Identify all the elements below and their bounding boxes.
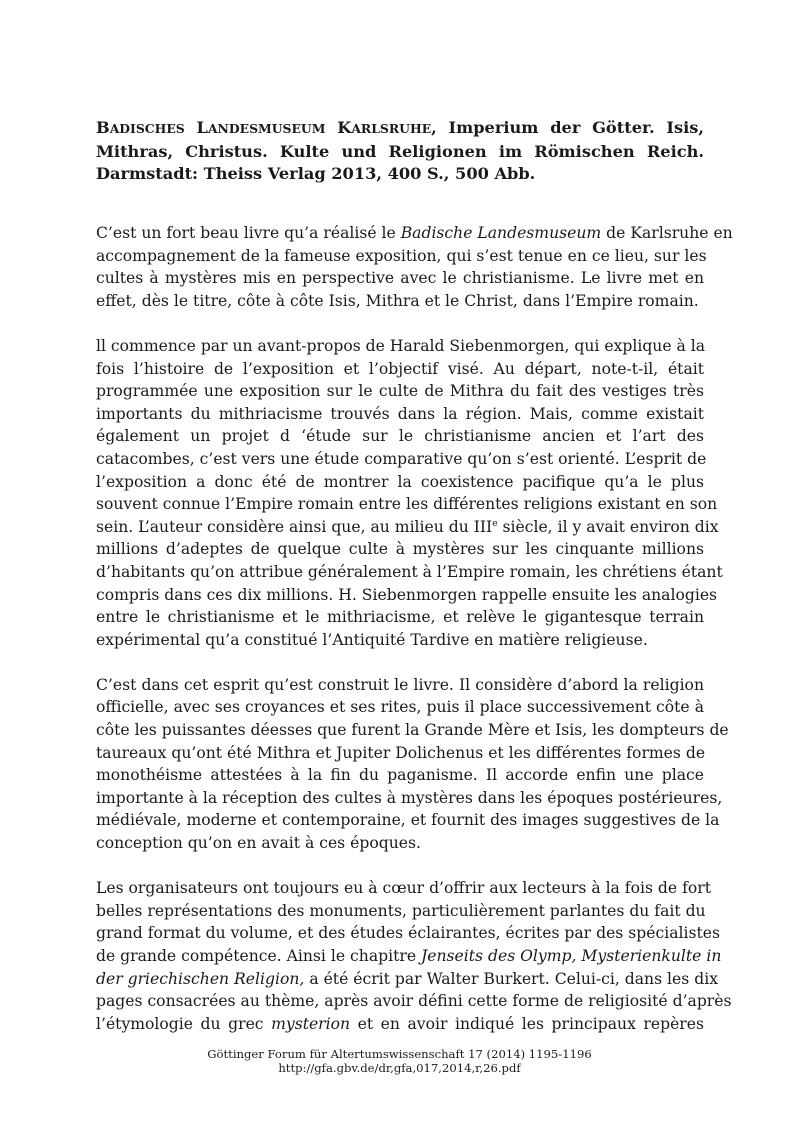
author-initial-1: B — [96, 118, 110, 137]
text-run: de grande compétence. Ainsi le chapitre — [96, 947, 422, 965]
text-line: millions d’adeptes de quelque culte à mystères sur les cinquante millions — [96, 540, 704, 559]
text-line: taureaux qu’ont été Mithra et Jupiter Dolichenus et les différentes formes de — [96, 743, 706, 762]
italic-greek-term: mysterion — [271, 1014, 351, 1033]
page-footer — [0, 1047, 799, 1076]
text-line: importants du mithriacisme trouvés dans la région. Mais, comme existait — [96, 404, 704, 423]
text-line: accompagnement de la fameuse exposition, qui s’est tenue en ce lieu, sur les — [96, 246, 707, 265]
italic-chapter-title: der griechischen Religion, — [96, 969, 305, 988]
text-line: Les organisateurs ont toujours eu à cœur d’offrir aux lecteurs à la fois de fort — [96, 879, 711, 898]
text-line: effet, dès le titre, côte à côte Isis, Mithra et le Christ, dans l’Empire romain. — [96, 291, 699, 310]
text-line: programmée une exposition sur le culte de Mithra du fait des vestiges très — [96, 382, 704, 401]
author-smallcaps-2: ANDESMUSEUM — [207, 121, 326, 136]
text-run: sein. L’auteur considère ainsi que, au milieu du III — [96, 517, 493, 536]
italic-museum-name: Badische Landesmuseum — [400, 224, 602, 242]
paragraph-1 — [96, 222, 733, 312]
text-line: grand format du volume, et des études éclairantes, écrites par des spécialistes — [96, 924, 720, 943]
book-title: , Imperium der Götter. Isis, Mithras, Christus. Kulte und Religionen im Römischen Reich. Darmstadt: Theiss Verlag 2013, 400 S., 500 Abb. — [96, 118, 705, 183]
text-line: cultes à mystères mis en perspective avec le christianisme. Le livre met en — [96, 269, 704, 288]
text-line: d’habitants qu’on attribue généralement à l’Empire romain, les chrétiens étant — [96, 562, 723, 581]
text-run: C’est un fort beau livre qu’a réalisé le — [96, 224, 401, 242]
text-line: conception qu’on en avait à ces époques. — [96, 834, 421, 853]
text-line: expérimental qu’a constitué l’Antiquité Tardive en matière religieuse. — [96, 630, 648, 649]
text-line: l’exposition a donc été de montrer la coexistence pacifique qu’a le plus — [96, 472, 704, 491]
text-line: belles représentations des monuments, particulièrement parlantes du fait du — [96, 901, 706, 920]
text-run: siècle, il y avait environ dix — [497, 517, 719, 536]
text-line — [96, 968, 718, 991]
text-line — [96, 222, 733, 245]
paragraph-2 — [96, 335, 723, 651]
text-line — [96, 516, 719, 539]
author-smallcaps-1: ADISCHES — [109, 121, 185, 136]
text-line: monothéisme attestées à la fin du paganisme. Il accorde enfin une place — [96, 766, 704, 785]
text-line: C’est dans cet esprit qu’est construit le livre. Il considère d’abord la religion — [96, 675, 704, 694]
text-line — [96, 1013, 704, 1036]
text-line: catacombes, c’est vers une étude comparative qu’on s’est orienté. L’esprit de — [96, 449, 707, 468]
author-initial-3: K — [337, 118, 352, 137]
review-body — [96, 222, 733, 1058]
text-run: de Karlsruhe en — [601, 224, 733, 242]
text-line: médiévale, moderne et contemporaine, et fournit des images suggestives de la — [96, 811, 720, 830]
journal-citation: Göttinger Forum für Altertumswissenschaft 17 (2014) 1195-1196 — [207, 1047, 592, 1061]
text-line: pages consacrées au thème, après avoir défini cette forme de religiosité d’après — [96, 992, 732, 1011]
text-line: côte les puissantes déesses que furent la Grande Mère et Isis, les dompteurs de — [96, 721, 729, 740]
text-line: importante à la réception des cultes à mystères dans les époques postérieures, — [96, 788, 723, 807]
text-line: compris dans ces dix millions. H. Siebenmorgen rappelle ensuite les analogies — [96, 585, 718, 604]
author-smallcaps-3: ARLSRUHE — [351, 121, 432, 136]
text-run: et en avoir indiqué les principaux repères — [350, 1014, 704, 1033]
paragraph-3 — [96, 674, 729, 855]
text-line: officielle, avec ses croyances et ses rites, puis il place successivement côte à — [96, 698, 704, 717]
text-line: ll commence par un avant-propos de Harald Siebenmorgen, qui explique à la — [96, 336, 706, 355]
text-line — [96, 945, 722, 968]
text-line: entre le christianisme et le mithriacisme, et relève le gigantesque terrain — [96, 608, 704, 627]
text-run: l’étymologie du grec — [96, 1014, 272, 1033]
review-header — [96, 117, 704, 186]
text-line: fois l’histoire de l’exposition et l’objectif visé. Au départ, note-t-il, était — [96, 359, 704, 378]
text-line: souvent connue l’Empire romain entre les différentes religions existant en son — [96, 495, 718, 514]
text-line: également un projet d ‘étude sur le christianisme ancien et l’art des — [96, 427, 704, 446]
superscript: e — [492, 518, 498, 529]
paragraph-4 — [96, 877, 732, 1035]
text-run: a été écrit par Walter Burkert. Celui-ci, dans les dix — [304, 969, 718, 988]
author-initial-2: L — [196, 118, 208, 137]
document-url: http://gfa.gbv.de/dr,gfa,017,2014,r,26.pdf — [278, 1061, 521, 1076]
italic-chapter-title: Jenseits des Olymp, Mysterienkulte in — [421, 947, 722, 965]
